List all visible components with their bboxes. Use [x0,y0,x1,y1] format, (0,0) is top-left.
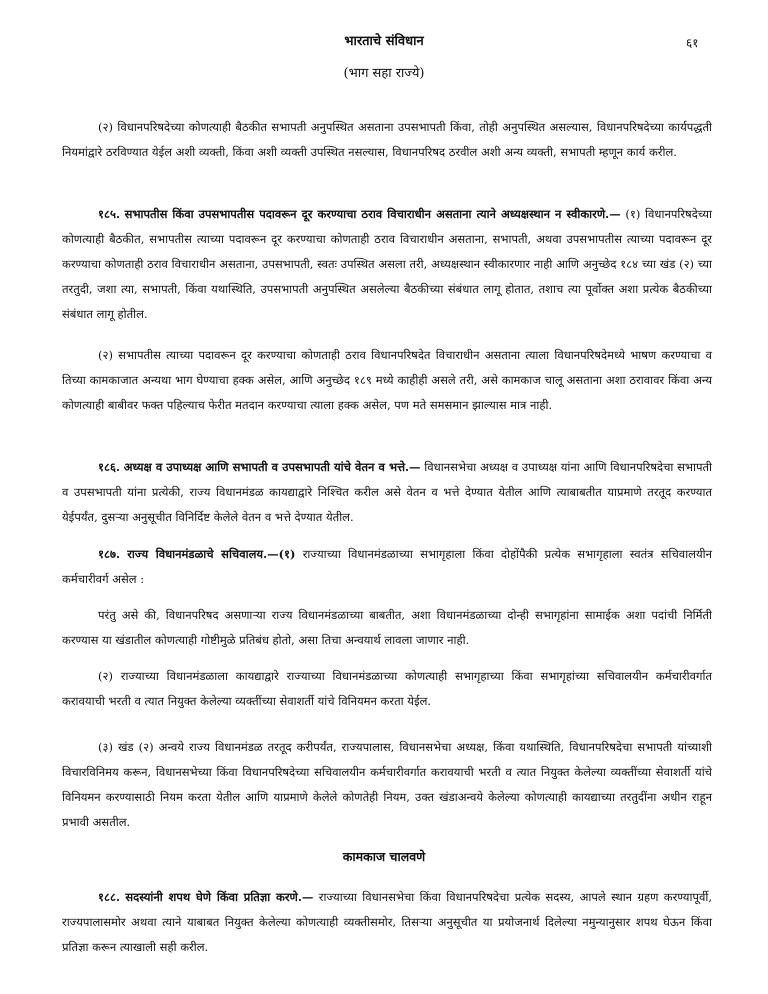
article-187-title: राज्य विधानमंडळाचे सचिवालय.—(१) [127,547,296,561]
page-subtitle: (भाग सहा राज्ये) [343,66,425,81]
article-187-text: राज्याच्या विधानमंडळाच्या सभागृहाला किंवा दोहोंपैकी प्रत्येक सभागृहाला स्वतंत्र सचिवालयीन कर्मचारीवर्ग असेल : [62,547,712,586]
article-188-number: १८८. [98,890,120,904]
article-188-text: राज्याच्या विधानसभेचा किंवा विधानपरिषदेचा प्रत्येक सदस्य, आपले स्थान ग्रहण करण्यापूर्वी, राज्यपालासमोर अथवा त्याने याबाबत नियुक्त केलेल्या कोणत्याही व्यक्तीसमोर, तिसऱ्या अनुसूचीत या प्रयोजनार्थ दिलेल्या नमुन्यानुसार शपथ घेऊन किंवा प्रतिज्ञा करून त्याखाली सही करील. [62,890,713,954]
paragraph-184-2: (२) विधानपरिषदेच्या कोणत्याही बैठकीत सभापती अनुपस्थित असताना उपसभापती किंवा, तोही अनुपस्थित असल्यास, विधानपरिषदेच्या कार्यपद्धती नियमांद्वारे ठरविण्यात येईल अशी व्यक्ती, किंवा अशी व्यक्ती उपस्थित नसल्यास, विधानपरिषद ठरवील अशी अन्य व्यक्ती, सभापती म्हणून कार्य करील. [62,120,712,159]
article-188 [62,885,712,960]
article-188-title: सदस्यांनी शपथ घेणे किंवा प्रतिज्ञा करणे.— [125,890,314,904]
article-186 [62,455,712,530]
article-187 [62,542,712,592]
article-187-proviso: परंतु असे की, विधानपरिषद असणाऱ्या राज्य विधानमंडळाच्या बाबतीत, अशा विधानमंडळाच्या दोन्ही सभागृहांना सामाईक अशा पदांची निर्मिती करण्यास या खंडातील कोणत्याही गोष्टीमुळे प्रतिबंध होतो, असा तिचा अन्वयार्थ लावला जाणार नाही. [62,608,712,647]
article-185-text: (१) विधानपरिषदेच्या कोणत्याही बैठकीत, सभापतीस त्याच्या पदावरून दूर करण्याचा कोणताही ठराव विचाराधीन असताना, सभापती, अथवा उपसभापतीस त्याच्या पदावरून दूर करण्याचा कोणताही ठराव विचाराधीन असताना, उपसभापती, स्वतः उपस्थित असला तरी, अध्यक्षस्थान स्वीकारणार नाही आणि अनुच्छेद १८४ च्या खंड (२) च्या तरतुदी, जशा त्या, सभापती, किंवा यथास्थिति, उपसभापती अनुपस्थित असलेल्या बैठकीच्या संबंधात लागू होतात, तशाच त्या पूर्वोक्त अशा प्रत्येक बैठकीच्या संबंधात लागू होतील. [62,207,713,321]
page-title: भारताचे संविधान [344,34,424,49]
article-186-title: अध्यक्ष व उपाध्यक्ष आणि सभापती व उपसभापती यांचे वेतन व भत्ते.— [123,460,421,474]
section-heading: कामकाज चालवणे [342,849,426,864]
article-185-clause-2: (२) सभापतीस त्याच्या पदावरून दूर करण्याचा कोणताही ठराव विधानपरिषदेत विचाराधीन असताना त्याला विधानपरिषदेमध्ये भाषण करण्याचा व तिच्या कामकाजात अन्यथा भाग घेण्याचा हक्क असेल, आणि अनुच्छेद १८९ मध्ये काहीही असले तरी, असे कामकाज चालू असताना अशा ठरावावर किंवा अन्य कोणत्याही बाबीवर फक्त पहिल्याच फेरीत मतदान करण्याचा त्याला हक्क असेल, पण मते समसमान झाल्यास मात्र नाही. [62,348,712,412]
article-186-number: १८६. [98,460,120,474]
article-185-title: सभापतीस किंवा उपसभापतीस पदावरून दूर करण्याचा ठराव विचाराधीन असताना त्याने अध्यक्षस्थान न स्वीकारणे.— [124,207,621,221]
article-187-clause-3: (३) खंड (२) अन्वये राज्य विधानमंडळ तरतूद करीपर्यंत, राज्यपालास, विधानसभेचा अध्यक्ष, किंवा यथास्थिति, विधानपरिषदेचा सभापती यांच्याशी विचारविनिमय करून, विधानसभेच्या किंवा विधानपरिषदेच्या सचिवालयीन कर्मचारीवर्गात करावयाची भरती व त्यात नियुक्त केलेल्या व्यक्तींच्या सेवाशर्ती यांचे विनियमन करण्यासाठी नियम करता येतील आणि याप्रमाणे केलेले कोणतेही नियम, उक्त खंडाअन्वये केलेल्या कोणत्याही कायद्याच्या तरतुदींना अधीन राहून प्रभावी असतील. [62,740,712,829]
page-number: ६१ [686,36,699,50]
article-187-clause-2: (२) राज्याच्या विधानमंडळाला कायद्याद्वारे राज्याच्या विधानमंडळाच्या कोणत्याही सभागृहाच्या किंवा सभागृहांच्या सचिवालयीन कर्मचारीवर्गात करावयाची भरती व त्यात नियुक्त केलेल्या व्यक्तींच्या सेवाशर्ती यांचे विनियमन करता येईल. [62,669,712,708]
article-187-number: १८७. [98,547,120,561]
article-185 [62,202,712,327]
article-186-text: विधानसभेचा अध्यक्ष व उपाध्यक्ष यांना आणि विधानपरिषदेचा सभापती व उपसभापती यांना प्रत्येकी, राज्य विधानमंडळ कायद्याद्वारे निश्चित करील असे वेतन व भत्ते देण्यात येतील आणि त्याबाबतीत याप्रमाणे तरतूद करण्यात येईपर्यंत, दुसऱ्या अनुसूचीत विनिर्दिष्ट केलेले वेतन व भत्ते देण्यात येतील. [62,460,713,524]
article-185-number: १८५. [98,207,120,221]
